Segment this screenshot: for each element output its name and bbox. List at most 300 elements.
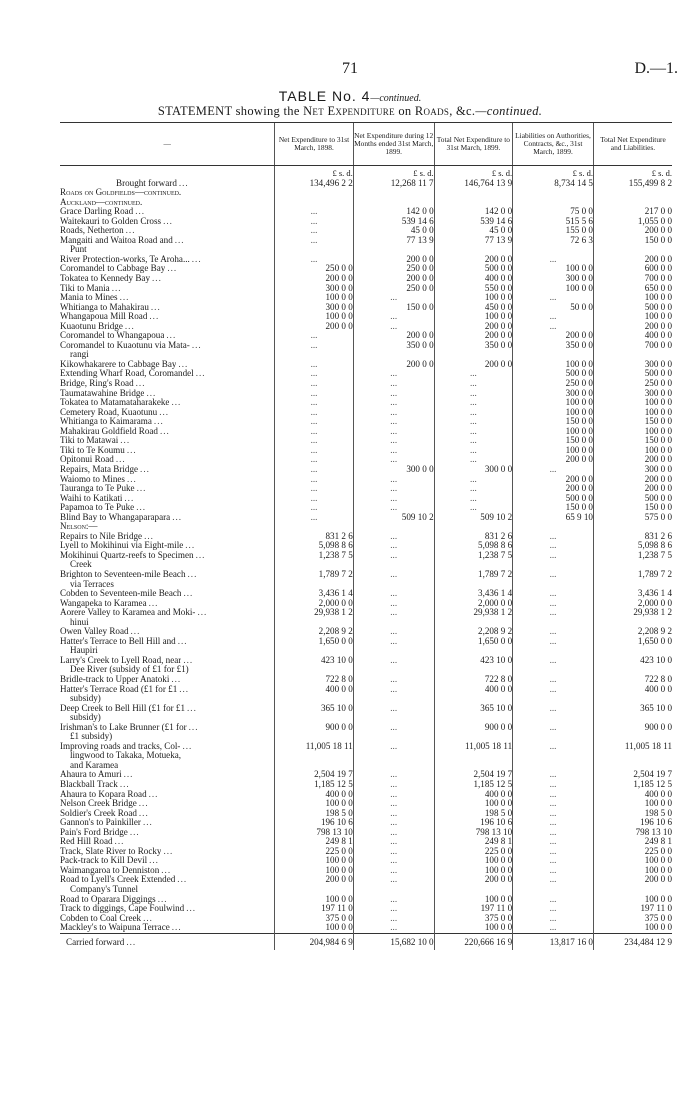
amount-cell	[593, 522, 672, 532]
amount-cell	[353, 914, 434, 924]
empty-marker: ...	[549, 703, 557, 713]
empty-marker: ...	[310, 474, 318, 484]
table-row	[60, 532, 672, 542]
amount-cell: 1,238 7 5	[275, 551, 354, 561]
leader-dots: ...	[142, 818, 153, 828]
amount-cell	[593, 618, 672, 628]
row-description-text: Waimangaroa to Denniston	[60, 865, 160, 875]
amount-cell: 575 0 0	[593, 513, 672, 523]
leader-dots: ...	[126, 937, 137, 947]
amount-cell: 900 0 0	[275, 723, 354, 733]
amount-cell: 423 10 0	[434, 656, 513, 666]
amount-cell: 423 10 0	[275, 656, 354, 666]
amount-cell	[353, 551, 434, 561]
amount-cell: 515 5 6	[513, 217, 594, 227]
row-description-text: Hatter's Terrace Road (£1 for £1	[60, 684, 178, 694]
row-description-text: Taumatawahine Bridge	[60, 388, 145, 398]
column-header-liabilities: Liabilities on Authorities, Contracts, &c., 31st March, 1899.	[513, 123, 594, 166]
empty-marker: ...	[469, 379, 477, 389]
amount-cell: 196 10 6	[593, 818, 672, 828]
amount-cell	[275, 436, 354, 446]
empty-marker: ...	[469, 426, 477, 436]
amount-cell	[593, 350, 672, 360]
leader-dots: ...	[152, 274, 162, 284]
empty-marker: ...	[390, 655, 398, 665]
amount-cell: 798 13 10	[434, 828, 513, 838]
amount-cell: 225 0 0	[434, 847, 513, 857]
amount-cell	[353, 675, 434, 685]
amount-cell	[513, 608, 594, 618]
row-description	[60, 446, 275, 456]
leader-dots: ...	[126, 445, 137, 455]
empty-marker: ...	[310, 426, 318, 436]
amount-cell: 100 0 0	[275, 293, 354, 303]
leader-dots: ...	[120, 436, 131, 446]
amount-cell: 250 0 0	[275, 264, 354, 274]
amount-cell: 500 0 0	[593, 303, 672, 313]
empty-marker: ...	[549, 894, 557, 904]
empty-marker: ...	[390, 484, 398, 494]
amount-cell: 900 0 0	[593, 723, 672, 733]
row-description-text: Whitianga to Kaimarama	[60, 417, 152, 427]
empty-marker: ...	[390, 627, 398, 637]
row-description-text: Road to Lyell's Creek Extended	[60, 875, 176, 885]
table-row	[60, 856, 672, 866]
row-description	[60, 389, 275, 399]
table-row	[60, 341, 672, 351]
leader-dots: ...	[126, 474, 137, 484]
row-description	[60, 599, 275, 609]
row-description-text: Lyell to Mokihinui via Eight-mile	[60, 541, 184, 551]
header-row	[60, 123, 672, 166]
row-description	[60, 522, 275, 532]
amount-cell: 400 0 0	[593, 331, 672, 341]
table-row	[60, 284, 672, 294]
row-description-text: Road to Oparara Diggings	[60, 894, 156, 904]
amount-cell	[353, 837, 434, 847]
leader-dots: ...	[187, 703, 197, 713]
empty-marker: ...	[549, 684, 557, 694]
row-description	[60, 818, 275, 828]
empty-marker: ...	[390, 569, 398, 579]
row-description-text: subsidy)	[70, 694, 101, 704]
empty-marker: ...	[390, 818, 398, 828]
table-row	[60, 732, 672, 742]
row-description-text: subsidy)	[70, 713, 101, 723]
section-heading-row	[60, 198, 672, 208]
empty-marker: ...	[390, 913, 398, 923]
row-description	[60, 217, 275, 227]
row-description	[60, 503, 275, 513]
amount-cell: 1,055 0 0	[593, 217, 672, 227]
amount-cell: 100 0 0	[593, 408, 672, 418]
amount-cell	[513, 656, 594, 666]
table-row	[60, 608, 672, 618]
table-row	[60, 484, 672, 494]
table-row	[60, 264, 672, 274]
amount-cell: 100 0 0	[513, 360, 594, 370]
amount-cell: 500 0 0	[593, 494, 672, 504]
amount-cell: 100 0 0	[434, 923, 513, 933]
table-row	[60, 914, 672, 924]
leader-dots: ...	[195, 550, 206, 560]
empty-marker: ...	[469, 474, 477, 484]
row-description	[60, 809, 275, 819]
leader-dots: ...	[171, 923, 182, 933]
row-description	[60, 856, 275, 866]
table-row	[60, 656, 672, 666]
empty-marker: ...	[549, 312, 557, 322]
row-description-text: Brought forward	[116, 178, 177, 188]
amount-cell	[275, 236, 354, 246]
amount-cell: 423 10 0	[593, 656, 672, 666]
row-description-text: Tokatea to Matamataharakeke	[60, 398, 170, 408]
empty-marker: ...	[310, 340, 318, 350]
empty-marker: ...	[310, 235, 318, 245]
empty-marker: ...	[390, 426, 398, 436]
amount-cell: 50 0 0	[513, 303, 594, 313]
amount-cell: 365 10 0	[275, 704, 354, 714]
row-description	[60, 637, 275, 647]
row-description	[60, 627, 275, 637]
amount-cell: 100 0 0	[593, 427, 672, 437]
amount-cell	[275, 761, 354, 771]
amount-cell: 8,734 14 5	[513, 179, 594, 189]
amount-cell	[353, 484, 434, 494]
row-description	[60, 350, 275, 360]
leader-dots: ...	[171, 674, 182, 684]
amount-cell	[353, 570, 434, 580]
row-description	[60, 398, 275, 408]
row-description-text: Cobden to Seventeen-mile Beach	[60, 589, 182, 599]
leader-dots: ...	[174, 235, 185, 245]
amount-cell: 722 8 0	[593, 675, 672, 685]
amount-cell: 150 0 0	[593, 436, 672, 446]
amount-cell: 100 0 0	[275, 799, 354, 809]
amount-cell	[353, 742, 434, 752]
amount-cell: 200 0 0	[513, 484, 594, 494]
amount-cell: 225 0 0	[593, 847, 672, 857]
empty-marker: ...	[549, 464, 557, 474]
empty-marker: ...	[390, 608, 398, 618]
amount-cell	[275, 408, 354, 418]
amount-cell	[353, 790, 434, 800]
leader-dots: ...	[183, 589, 194, 599]
amount-cell	[513, 560, 594, 570]
statement-caps: Net Expenditure	[303, 104, 395, 118]
amount-cell	[275, 245, 354, 255]
empty-marker: ...	[390, 808, 398, 818]
amount-cell: 300 0 0	[434, 465, 513, 475]
amount-cell	[434, 245, 513, 255]
row-description	[60, 274, 275, 284]
amount-cell	[353, 856, 434, 866]
amount-cell: 198 5 0	[593, 809, 672, 819]
amount-cell	[513, 198, 594, 208]
row-description-text: Roads on Goldfields—continued.	[60, 188, 182, 198]
table-row	[60, 885, 672, 895]
amount-cell: 200 0 0	[434, 360, 513, 370]
amount-cell	[275, 580, 354, 590]
row-description-text: River Protection-works, Te Aroha...	[60, 254, 190, 264]
amount-cell: 250 0 0	[353, 264, 434, 274]
amount-cell	[275, 513, 354, 523]
table-row	[60, 179, 672, 189]
row-description-text: Owen Valley Road	[60, 627, 129, 637]
empty-marker: ...	[390, 799, 398, 809]
amount-cell: 100 0 0	[513, 408, 594, 418]
amount-cell: 400 0 0	[593, 790, 672, 800]
empty-marker: ...	[310, 455, 318, 465]
leader-dots: ...	[187, 569, 198, 579]
row-description	[60, 656, 275, 666]
row-description	[60, 255, 275, 265]
leader-dots: ...	[148, 598, 159, 608]
table-row	[60, 904, 672, 914]
row-description	[60, 207, 275, 217]
row-description-text: Whangapoua Mill Road	[60, 312, 148, 322]
amount-cell: 100 0 0	[275, 312, 354, 322]
amount-cell	[353, 580, 434, 590]
empty-marker: ...	[549, 827, 557, 837]
amount-cell	[593, 732, 672, 742]
amount-cell	[513, 751, 594, 761]
leader-dots: ...	[124, 493, 135, 503]
empty-marker: ...	[390, 436, 398, 446]
amount-cell: 15,682 10 0	[353, 933, 434, 950]
leader-dots: ...	[159, 407, 170, 417]
amount-cell: 831 2 6	[275, 532, 354, 542]
amount-cell: 200 0 0	[434, 875, 513, 885]
amount-cell: 365 10 0	[593, 704, 672, 714]
row-description	[60, 875, 275, 885]
amount-cell	[353, 732, 434, 742]
table-row	[60, 274, 672, 284]
amount-cell	[513, 818, 594, 828]
table-row	[60, 389, 672, 399]
statement-mid: on	[394, 104, 415, 118]
leader-dots: ...	[119, 780, 130, 789]
amount-cell	[353, 723, 434, 733]
table-title	[0, 88, 700, 104]
amount-cell	[513, 618, 594, 628]
amount-cell: 1,650 0 0	[593, 637, 672, 647]
table-row	[60, 618, 672, 628]
row-description	[60, 904, 275, 914]
empty-marker: ...	[310, 407, 318, 417]
amount-cell	[513, 885, 594, 895]
amount-cell	[275, 455, 354, 465]
table-row	[60, 713, 672, 723]
amount-cell: 100 0 0	[434, 866, 513, 876]
leader-dots: ...	[146, 388, 157, 398]
amount-cell: 100 0 0	[434, 895, 513, 905]
amount-cell: 400 0 0	[275, 685, 354, 695]
leader-dots: ...	[125, 226, 136, 236]
amount-cell	[353, 417, 434, 427]
amount-cell: 45 0 0	[353, 226, 434, 236]
amount-cell	[593, 713, 672, 723]
row-description-text: Coromandel to Cabbage Bay	[60, 264, 166, 274]
row-description-text: Red Hill Road	[60, 837, 113, 847]
amount-cell	[353, 560, 434, 570]
row-description-text: Waitekauri to Golden Cross	[60, 216, 162, 226]
amount-cell: 198 5 0	[434, 809, 513, 819]
leader-dots: ...	[188, 722, 199, 732]
amount-cell: 200 0 0	[593, 455, 672, 465]
amount-cell: 77 13 9	[353, 236, 434, 246]
empty-marker: ...	[390, 875, 398, 885]
amount-cell	[434, 417, 513, 427]
leader-dots: ...	[123, 770, 134, 780]
amount-cell: 5,098 8 6	[434, 541, 513, 551]
empty-marker: ...	[390, 312, 398, 322]
amount-cell: 100 0 0	[275, 895, 354, 905]
expenditure-table	[60, 122, 672, 950]
amount-cell	[434, 475, 513, 485]
table-row	[60, 494, 672, 504]
row-description	[60, 312, 275, 322]
amount-cell	[275, 484, 354, 494]
row-description	[60, 751, 275, 761]
empty-marker: ...	[390, 780, 398, 789]
amount-cell: 1,185 12 5	[275, 780, 354, 790]
empty-marker: ...	[390, 770, 398, 780]
amount-cell: 249 8 1	[275, 837, 354, 847]
row-description	[60, 828, 275, 838]
statement-italic: —continued.	[475, 104, 543, 118]
row-description	[60, 455, 275, 465]
table-title-suffix: —continued.	[370, 93, 422, 104]
table-row	[60, 360, 672, 370]
row-description-text: Pain's Ford Bridge	[60, 827, 128, 837]
amount-cell	[275, 665, 354, 675]
amount-cell	[434, 761, 513, 771]
empty-marker: ...	[549, 589, 557, 599]
units-label: £ s. d.	[513, 166, 594, 179]
column-header-during-1899: Net Expenditure during 12 Months ended 31st March, 1899.	[353, 123, 434, 166]
amount-cell: 75 0 0	[513, 207, 594, 217]
amount-cell	[353, 408, 434, 418]
units-label: £ s. d.	[593, 166, 672, 179]
amount-cell	[275, 217, 354, 227]
amount-cell: 500 0 0	[434, 264, 513, 274]
empty-marker: ...	[469, 388, 477, 398]
table-row	[60, 923, 672, 933]
table-row	[60, 770, 672, 780]
empty-marker: ...	[469, 369, 477, 379]
amount-cell	[513, 522, 594, 532]
row-description	[60, 742, 275, 752]
amount-cell: 365 10 0	[434, 704, 513, 714]
amount-cell	[275, 751, 354, 761]
row-description	[60, 685, 275, 695]
empty-marker: ...	[390, 474, 398, 484]
amount-cell	[275, 255, 354, 265]
amount-cell	[353, 188, 434, 198]
leader-dots: ...	[135, 379, 146, 389]
amount-cell: 150 0 0	[353, 303, 434, 313]
table-row	[60, 646, 672, 656]
row-description-text: Improving roads and tracks, Col-	[60, 741, 181, 751]
row-description-text: Mackley's to Waipuna Terrace	[60, 923, 170, 933]
amount-cell: 196 10 6	[275, 818, 354, 828]
empty-marker: ...	[469, 436, 477, 446]
amount-cell: 200 0 0	[434, 322, 513, 332]
amount-cell: 375 0 0	[593, 914, 672, 924]
row-description	[60, 551, 275, 561]
row-description	[60, 245, 275, 255]
amount-cell	[353, 828, 434, 838]
leader-dots: ...	[167, 264, 178, 274]
amount-cell	[513, 589, 594, 599]
column-header-total-1899: Total Net Expenditure to 31st March, 1899.	[434, 123, 513, 166]
empty-marker: ...	[390, 827, 398, 837]
empty-marker: ...	[390, 722, 398, 732]
leader-dots: ...	[149, 856, 159, 866]
row-description	[60, 761, 275, 771]
amount-cell: 100 0 0	[434, 293, 513, 303]
amount-cell	[353, 694, 434, 704]
amount-cell: 100 0 0	[434, 799, 513, 809]
table-row	[60, 589, 672, 599]
empty-marker: ...	[390, 417, 398, 427]
amount-cell	[513, 828, 594, 838]
amount-cell: 197 11 0	[434, 904, 513, 914]
column-header-to-1898: Net Expenditure to 31st March, 1898.	[275, 123, 354, 166]
amount-cell	[275, 379, 354, 389]
empty-marker: ...	[549, 293, 557, 303]
table-row	[60, 455, 672, 465]
empty-marker: ...	[310, 331, 318, 341]
amount-cell	[513, 847, 594, 857]
amount-cell: 200 0 0	[513, 475, 594, 485]
row-description-text: Track to diggings, Cape Foulwind	[60, 904, 185, 914]
empty-marker: ...	[390, 445, 398, 455]
amount-cell	[593, 751, 672, 761]
table-row	[60, 799, 672, 809]
empty-marker: ...	[469, 417, 477, 427]
amount-cell: 150 0 0	[593, 236, 672, 246]
amount-cell	[513, 188, 594, 198]
amount-cell: 100 0 0	[593, 293, 672, 303]
amount-cell: 100 0 0	[593, 866, 672, 876]
row-description	[60, 188, 275, 198]
empty-marker: ...	[390, 398, 398, 408]
empty-marker: ...	[549, 541, 557, 551]
amount-cell: 150 0 0	[513, 503, 594, 513]
row-description	[60, 369, 275, 379]
units-label: £ s. d.	[353, 166, 434, 179]
amount-cell	[353, 541, 434, 551]
amount-cell: 100 0 0	[593, 398, 672, 408]
amount-cell: 100 0 0	[593, 895, 672, 905]
empty-marker: ...	[310, 254, 318, 264]
empty-marker: ...	[549, 846, 557, 856]
amount-cell	[275, 331, 354, 341]
amount-cell	[353, 398, 434, 408]
amount-cell	[434, 389, 513, 399]
empty-marker: ...	[390, 589, 398, 599]
amount-cell: 450 0 0	[434, 303, 513, 313]
amount-cell	[353, 589, 434, 599]
row-description-text: Wangapeka to Karamea	[60, 598, 147, 608]
amount-cell	[513, 904, 594, 914]
empty-marker: ...	[310, 216, 318, 226]
table-row	[60, 217, 672, 227]
leader-dots: ...	[172, 512, 183, 522]
statement-caps2: Roads	[414, 104, 450, 118]
